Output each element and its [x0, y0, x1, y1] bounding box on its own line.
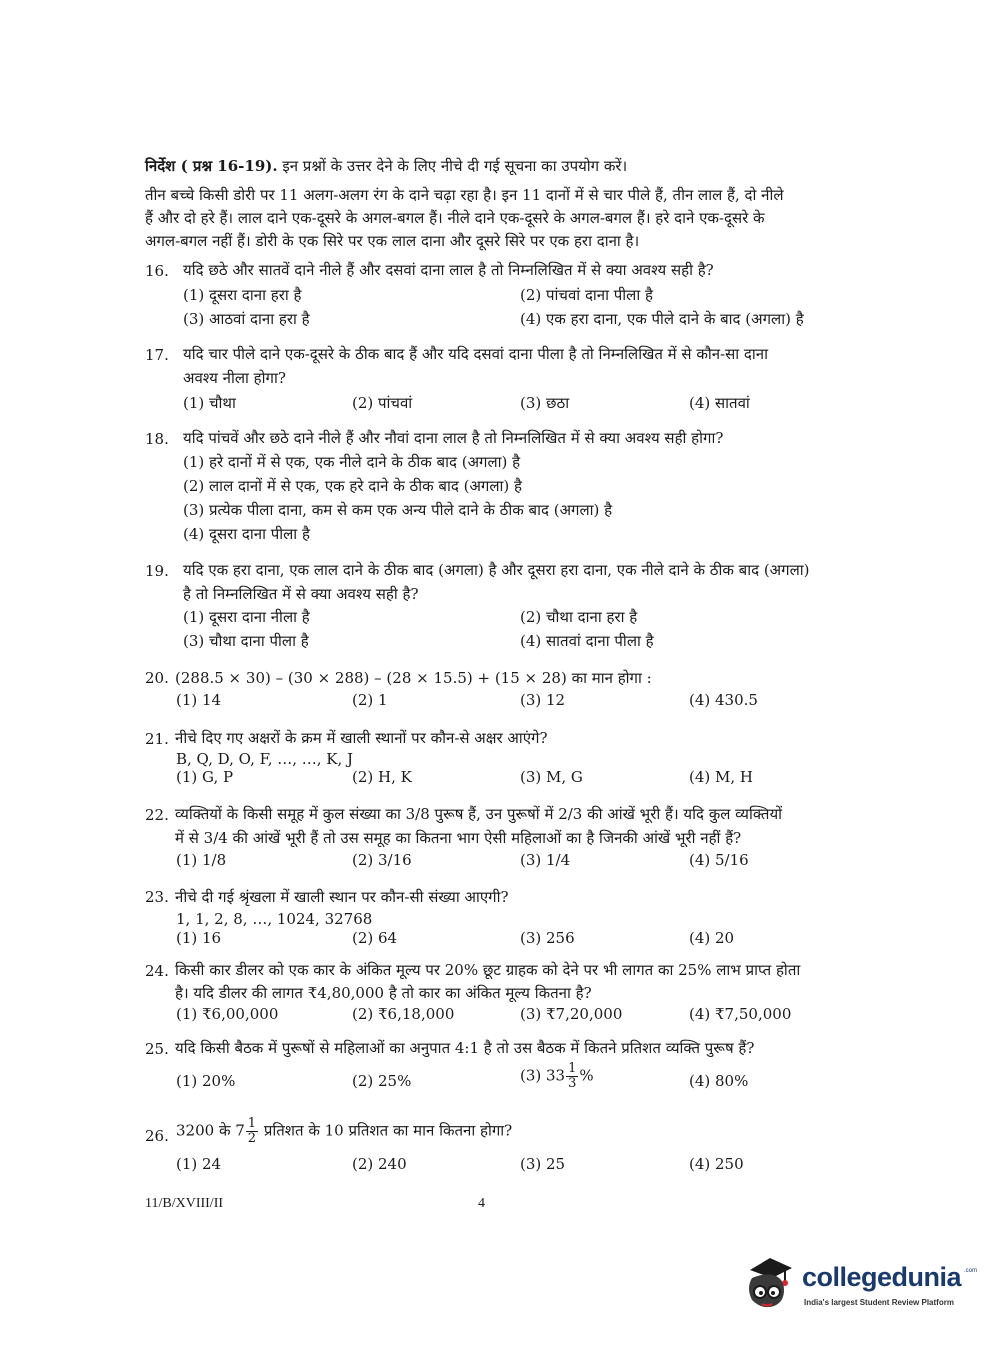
question-text: यदि किसी बैठक में पुरूषों से महिलाओं का अनुपात 4:1 है तो उस बैठक में कितने प्रतिशत व्यक्ति पुरूष हैं? — [175, 1039, 755, 1057]
paper-code: 11/B/XVIII/II — [145, 1196, 224, 1211]
directions-line-1: तीन बच्चे किसी डोरी पर 11 अलग-अलग रंग के दाने चढ़ा रहा है। इन 11 दानों में से चार पीले हैं, तीन लाल हैं, दो नीले — [145, 186, 784, 204]
brand-superscript: .com — [964, 1268, 978, 1274]
option-1: (1) 14 — [176, 691, 222, 709]
question-number: 23. — [145, 888, 169, 906]
option-3: (3) चौथा दाना पीला है — [183, 632, 309, 650]
brand-name: collegedunia — [802, 1262, 962, 1292]
question-number: 24. — [145, 962, 169, 980]
option-1: (1) हरे दानों में से एक, एक नीले दाने के ठीक बाद (अगला) है — [183, 453, 521, 471]
option-3: (3) 12 — [520, 691, 566, 709]
option-1: (1) दूसरा दाना हरा है — [183, 286, 302, 304]
option-4: (4) 80% — [689, 1072, 749, 1090]
option-1: (1) चौथा — [183, 394, 236, 412]
option-3: (3) प्रत्येक पीला दाना, कम से कम एक अन्य पीले दाने के ठीक बाद (अगला) है — [183, 501, 613, 519]
option-2: (2) पांचवां दाना पीला है — [520, 286, 653, 304]
directions-heading: निर्देश ( प्रश्न 16-19). इन प्रश्नों के उत्तर देने के लिए नीचे दी गई सूचना का उपयोग करें। — [145, 157, 628, 175]
option-4: (4) सातवां दाना पीला है — [520, 632, 654, 650]
option-4: (4) 5/16 — [689, 851, 749, 869]
option-2: (2) चौथा दाना हरा है — [520, 608, 638, 626]
option-2: (2) 64 — [352, 929, 398, 947]
directions-line-2: हैं और दो हरे हैं। लाल दाने एक-दूसरे के अगल-बगल हैं। नीले दाने एक-दूसरे के अगल-बगल हैं। हरे दाने एक-दूसरे के — [145, 209, 765, 227]
option-4: (4) दूसरा दाना पीला है — [183, 525, 310, 543]
option-3: (3) 25 — [520, 1155, 566, 1173]
option-4: (4) ₹7,50,000 — [689, 1005, 792, 1023]
letter-series: B, Q, D, O, F, …, …, K, J — [176, 750, 354, 768]
option-2: (2) 3/16 — [352, 851, 412, 869]
question-text: 3200 के 7 $\frac{1}{2}$ प्रतिशत के 10 प्रतिशत का मान कितना होगा? — [176, 1116, 513, 1146]
option-3: (3) ₹7,20,000 — [520, 1005, 623, 1023]
option-1: (1) 1/8 — [176, 851, 227, 869]
option-1: (1) ₹6,00,000 — [176, 1005, 279, 1023]
question-text: नीचे दिए गए अक्षरों के क्रम में खाली स्थानों पर कौन-से अक्षर आएंगे? — [175, 729, 548, 747]
option-2: (2) लाल दानों में से एक, एक हरे दाने के ठीक बाद (अगला) है — [183, 477, 522, 495]
question-text-line-2: है। यदि डीलर की लागत ₹4,80,000 है तो कार का अंकित मूल्य कितना है? — [175, 984, 592, 1002]
option-3: (3) 256 — [520, 929, 575, 947]
fraction: $\frac{1}{2}$ — [247, 1116, 257, 1146]
question-number: 26. — [145, 1127, 169, 1145]
question-number: 16. — [145, 262, 169, 280]
question-text-line-2: अवश्य नीला होगा? — [183, 369, 286, 387]
option-4: (4) सातवां — [689, 394, 750, 412]
option-2: (2) पांचवां — [352, 394, 413, 412]
option-2: (2) H, K — [352, 768, 412, 786]
brand-tagline: India's largest Student Review Platform — [804, 1298, 954, 1307]
question-text-line-2: में से 3/4 की आंखें भूरी हैं तो उस समूह का कितना भाग ऐसी महिलाओं का है जिनकी आंखें भूरी नहीं हैं? — [175, 829, 742, 847]
option-3: (3) छठा — [520, 394, 570, 412]
option-3: (3) 33 $\frac{1}{3}$ % — [520, 1061, 594, 1091]
option-3: (3) 1/4 — [520, 851, 571, 869]
option-4: (4) 430.5 — [689, 691, 758, 709]
question-text-line-1: यदि एक हरा दाना, एक लाल दाने के ठीक बाद (अगला) है और दूसरा हरा दाना, एक नीले दाने के ठीक बाद (अगला) — [183, 561, 810, 579]
question-text-line-1: यदि चार पीले दाने एक-दूसरे के ठीक बाद हैं और यदि दसवां दाना पीला है तो निम्नलिखित में से कौन-सा दाना — [183, 345, 768, 363]
question-number: 18. — [145, 430, 169, 448]
question-text-line-2: है तो निम्नलिखित में से क्या अवश्य सही है? — [183, 585, 419, 603]
option-1: (1) 16 — [176, 929, 222, 947]
question-number: 19. — [145, 562, 169, 580]
question-text-line-1: किसी कार डीलर को एक कार के अंकित मूल्य पर 20% छूट ग्राहक को देने पर भी लागत का 25% लाभ प्राप्त होता — [175, 961, 801, 979]
option-1: (1) G, P — [176, 768, 234, 786]
collegedunia-watermark — [740, 1248, 980, 1328]
question-text: यदि पांचवें और छठे दाने नीले हैं और नौवां दाना लाल है तो निम्नलिखित में से क्या अवश्य सही होगा? — [183, 429, 724, 447]
question-text: (288.5 × 30) – (30 × 288) – (28 × 15.5) + (15 × 28) का मान होगा : — [175, 669, 652, 687]
option-4: (4) 250 — [689, 1155, 744, 1173]
option-4: (4) 20 — [689, 929, 735, 947]
page-number: 4 — [478, 1196, 485, 1211]
option-3: (3) M, G — [520, 768, 583, 786]
option-3: (3) आठवां दाना हरा है — [183, 310, 310, 328]
option-2: (2) ₹6,18,000 — [352, 1005, 455, 1023]
option-4: (4) एक हरा दाना, एक पीले दाने के बाद (अगला) है — [520, 310, 804, 328]
option-2: (2) 1 — [352, 691, 388, 709]
question-number: 21. — [145, 730, 169, 748]
question-number: 22. — [145, 806, 169, 824]
question-text: यदि छठे और सातवें दाने नीले हैं और दसवां दाना लाल है तो निम्नलिखित में से क्या अवश्य सही है? — [183, 261, 714, 279]
option-2: (2) 240 — [352, 1155, 407, 1173]
question-text: नीचे दी गई श्रृंखला में खाली स्थान पर कौन-सी संख्या आएगी? — [175, 888, 509, 906]
fraction: $\frac{1}{3}$ — [568, 1061, 577, 1091]
option-1: (1) दूसरा दाना नीला है — [183, 608, 310, 626]
number-series: 1, 1, 2, 8, …, 1024, 32768 — [176, 910, 373, 928]
option-1: (1) 20% — [176, 1072, 236, 1090]
directions-line-3: अगल-बगल नहीं हैं। डोरी के एक सिरे पर एक लाल दाना और दूसरे सिरे पर एक हरा दाना है। — [145, 232, 640, 250]
question-number: 17. — [145, 346, 169, 364]
question-number: 25. — [145, 1040, 169, 1058]
option-4: (4) M, H — [689, 768, 753, 786]
option-2: (2) 25% — [352, 1072, 412, 1090]
mascot-icon — [740, 1248, 802, 1314]
question-text-line-1: व्यक्तियों के किसी समूह में कुल संख्या का 3/8 पुरूष हैं, उन पुरूषों में 2/3 की आंखें भूरी हैं। यदि कुल व्यक्तियों — [175, 805, 783, 823]
question-number: 20. — [145, 669, 169, 687]
option-1: (1) 24 — [176, 1155, 222, 1173]
